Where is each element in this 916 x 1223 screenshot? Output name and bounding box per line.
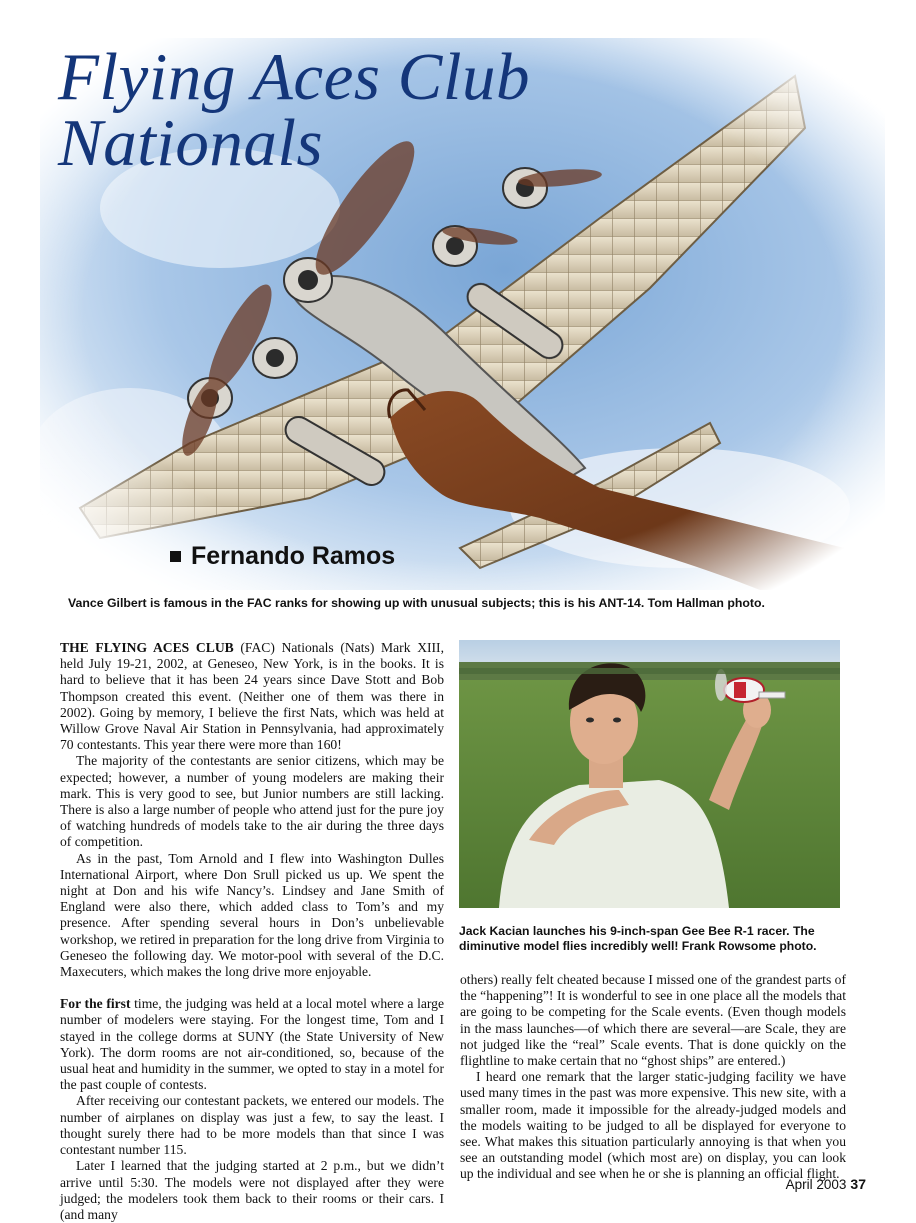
paragraph: Later I learned that the judging started at 2 p.m., but we didn’t arrive until 5:30. The models were not displayed after they were judged; the modelers took them back to their rooms or their cars. I (and many bbox=[60, 1158, 444, 1222]
paragraph-text: time, the judging was held at a local motel where a large number of modelers were staying. For the longest time, Tom and I stayed in the college dorms at SUNY (the State University of New York). The dorm rooms are not air-conditioned, so, because of the usual heat and humidity in the summer, we opted to stay in a motel for the past couple of contests. bbox=[60, 996, 444, 1093]
page-number: 37 bbox=[850, 1176, 866, 1192]
byline bbox=[170, 542, 395, 571]
paragraph: The majority of the contestants are senior citizens, which may be expected; however, a number of young modelers are making their mark. This is very good to see, but Junior numbers are still lacking. There is also a large number of people who attend just for the pure joy of watching hundreds of models take to the air during the three days of competition. bbox=[60, 753, 444, 850]
paragraph bbox=[60, 996, 444, 1093]
title-line-2: Nationals bbox=[58, 106, 324, 180]
paragraph: I heard one remark that the larger static-judging facility we have used many times in the past was more expensive. This new site, with a smaller room, made it impossible for the already-judged models and the models waiting to be judged to all be displayed for everyone to see. What makes this situation particularly annoying is that when you see an outstanding model (which most are) on display, you can look up the individual and see when he or she is planning an official flight. bbox=[460, 1069, 846, 1182]
title-line-1: Flying Aces Club bbox=[58, 40, 530, 114]
article-title bbox=[58, 40, 530, 180]
gee-bee-photo-caption: Jack Kacian launches his 9-inch-span Gee Bee R-1 racer. The diminutive model flies incredibly well! Frank Rowsome photo. bbox=[459, 924, 817, 954]
paragraph: others) really felt cheated because I missed one of the grandest parts of the “happening”! It is wonderful to see in one place all the models that are going to be competing for the Scale events. (Even though models in the mass launches—of which there are several—are Scale, they are not judged like the “real” Scale events. That is done quickly on the flightline to make certain that no “ghost ships” are entered.) bbox=[460, 972, 846, 1069]
paragraph: As in the past, Tom Arnold and I flew into Washington Dulles International Airport, where Don Srull picked us up. We spent the night at Don and his wife Nancy’s. Lindsey and Jane Smith of England were also there, which added class to Tom’s and my presence. After spending several hours in Don’s unbelievable workshop, we retired in preparation for the long drive from Virginia to Geneseo the following day. We motor-pool with several of the D.C. Maxecuters, which makes the long drive more enjoyable. bbox=[60, 850, 444, 980]
article-column-1 bbox=[60, 640, 444, 1223]
paragraph-lead-in: THE FLYING ACES CLUB bbox=[60, 640, 234, 655]
man-launching-model-photo bbox=[459, 640, 840, 908]
author-name: Fernando Ramos bbox=[191, 542, 396, 570]
article-column-2 bbox=[460, 972, 846, 1183]
page-folio bbox=[786, 1176, 866, 1192]
hero-photo-caption: Vance Gilbert is famous in the FAC ranks for showing up with unusual subjects; this is his ANT-14. Tom Hallman photo. bbox=[68, 596, 765, 610]
paragraph: After receiving our contestant packets, we entered our models. The number of airplanes on display was just a few, to say the least. I thought surely there had to be more models than that since I was contestant number 115. bbox=[60, 1093, 444, 1158]
paragraph bbox=[60, 640, 444, 753]
byline-bullet-icon bbox=[170, 551, 181, 562]
paragraph-text: (FAC) Nationals (Nats) Mark XIII, held July 19-21, 2002, at Geneseo, New York, is in the books. It is hard to believe that it has been 24 years since Dave Stott and Bob Thompson created this event. (Neither one of them was there in 2002). Going by memory, I believe the first Nats, which was held at Willow Grove Naval Air Station in Pennsylvania, had approximately 70 contestants. This year there were more than 160! bbox=[60, 640, 444, 753]
issue-date: April 2003 bbox=[785, 1177, 847, 1192]
paragraph-lead-in: For the first bbox=[60, 996, 131, 1012]
gee-bee-photo bbox=[459, 640, 840, 908]
